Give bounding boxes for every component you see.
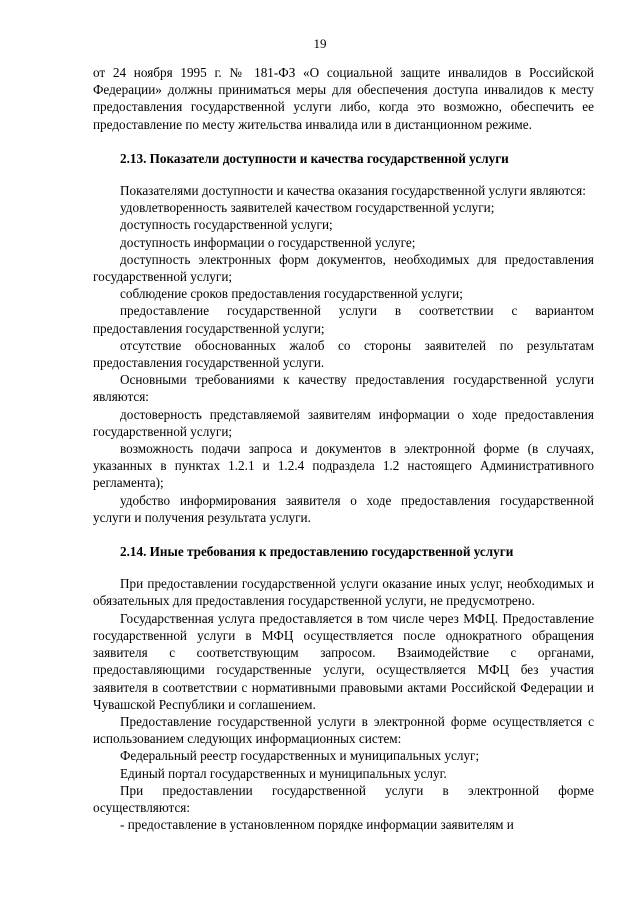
- paragraph-2-14-2: Государственная услуга предоставляется в том числе через МФЦ. Предоставление государственной услуги в МФЦ осуществляется после однократного обращения заявителя с соответствующим запросом. Взаимодействие с органами, предоставляющими государственные услуги, осуществляется МФЦ без участия заявителя в соответствии с нормативными правовыми актами Российской Федерации и Чувашской Республики и соглашением.: [93, 610, 594, 712]
- section-heading-2-13: 2.13. Показатели доступности и качества государственной услуги: [120, 150, 509, 166]
- page-number: 19: [313, 36, 327, 51]
- spacer: [93, 526, 594, 543]
- paragraph-2-13-4: доступность информации о государственной услуге;: [120, 234, 416, 250]
- paragraph-2-14-4: Федеральный реестр государственных и муниципальных услуг;: [120, 748, 480, 764]
- paragraph-2-14-3: Предоставление государственной услуги в электронной форме осуществляется с использованием следующих информационных систем:: [93, 713, 594, 747]
- document-body: [93, 64, 594, 833]
- paragraph-2-13-7: предоставление государственной услуги в соответствии с вариантом предоставления государственной услуги;: [93, 303, 594, 336]
- spacer: [93, 560, 594, 575]
- paragraph-2-13-8: отсутствие обоснованных жалоб со стороны заявителей по результатам предоставления государственной услуги.: [93, 337, 594, 371]
- paragraph-2-14-1: При предоставлении государственной услуги оказание иных услуг, необходимых и обязательных для предоставления государственной услуги, не предусмотрено.: [93, 576, 594, 609]
- spacer: [93, 133, 594, 150]
- paragraph-2-13-2: удовлетворенность заявителей качеством государственной услуги;: [120, 200, 495, 216]
- spacer: [93, 167, 594, 182]
- paragraph-2-14-5: Единый портал государственных и муниципальных услуг.: [120, 765, 447, 781]
- paragraph-2-13-9: Основными требованиями к качеству предоставления государственной услуги являются:: [93, 372, 594, 405]
- intro-paragraph: от 24 ноября 1995 г. № 181-ФЗ «О социальной защите инвалидов в Российской Федерации» должны приниматься меры для обеспечения доступа инвалидов к месту предоставления государственной услуги либо, когда это возможно, обеспечить ее предоставление по месту жительства инвалида или в дистанционном режиме.: [93, 65, 594, 132]
- paragraph-2-13-6: соблюдение сроков предоставления государственной услуги;: [120, 286, 463, 302]
- paragraph-2-13-3: доступность государственной услуги;: [120, 217, 333, 233]
- paragraph-2-13-12: удобство информирования заявителя о ходе предоставления государственной услуги и получения результата услуги.: [93, 492, 594, 525]
- section-heading-2-14: 2.14. Иные требования к предоставлению государственной услуги: [120, 544, 514, 560]
- paragraph-2-13-10: достоверность представляемой заявителям информации о ходе предоставления государственной услуги;: [93, 406, 594, 439]
- paragraph-2-13-5: доступность электронных форм документов, необходимых для предоставления государственной услуги;: [93, 251, 594, 285]
- paragraph-2-13-11: возможность подачи запроса и документов в электронной форме (в случаях, указанных в пунктах 1.2.1 и 1.2.4 подраздела 1.2 настоящего Административного регламента);: [93, 441, 594, 491]
- paragraph-2-13-1: Показателями доступности и качества оказания государственной услуги являются:: [120, 183, 586, 199]
- paragraph-2-14-6: При предоставлении государственной услуги в электронной форме осуществляются:: [93, 782, 594, 815]
- paragraph-2-14-7: - предоставление в установленном порядке информации заявителям и: [120, 817, 514, 833]
